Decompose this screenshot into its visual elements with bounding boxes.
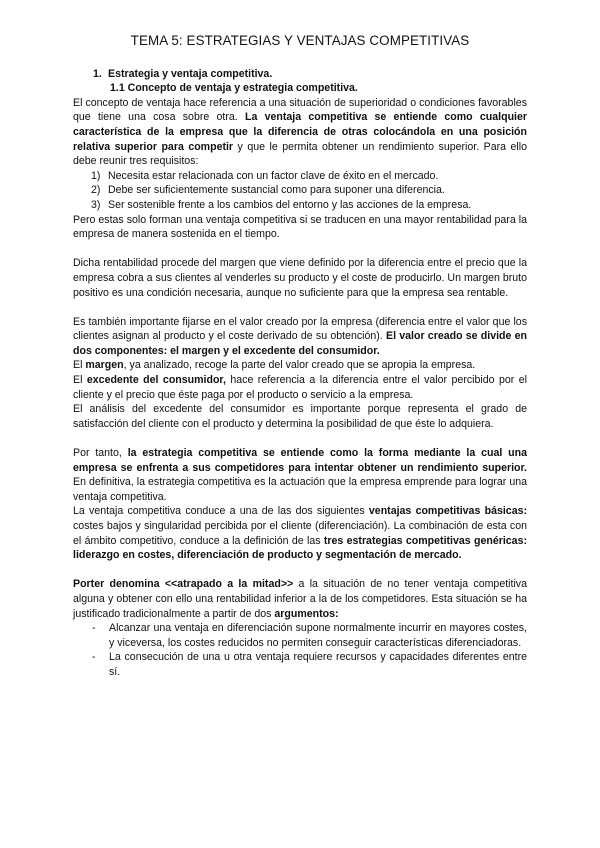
list-number: 1)	[91, 169, 101, 182]
text: En definitiva, la estrategia competitiva es la actuación que la empresa emprende para lograr una ventaja competitiva.	[73, 476, 527, 503]
bold-text: la estrategia competitiva se entiende como la forma mediante la cual una empresa se enfrenta a sus competidores para intentar obtener un rendimiento superior.	[73, 447, 527, 474]
list-item	[73, 650, 527, 679]
text: y que le permita obtener un rendimiento superior. Para ello debe reunir tres requisitos:	[73, 140, 527, 168]
list-text: Ser sostenible frente a los cambios del entorno y las acciones de la empresa.	[108, 198, 472, 211]
subsection-heading-1-1: 1.1 Concepto de ventaja y estrategia competitiva.	[110, 82, 358, 95]
list-text: La consecución de una u otra ventaja requiere recursos y capacidades diferentes entre sí.	[109, 651, 527, 678]
list-item	[91, 169, 527, 184]
list-dash: -	[92, 651, 96, 664]
list-text: Necesita estar relacionada con un factor clave de éxito en el mercado.	[108, 169, 439, 182]
paragraph-basic-advantages	[73, 504, 527, 562]
section-number: 1.	[93, 67, 102, 80]
arguments-list	[73, 621, 527, 679]
text: , ya analizado, recoge la parte del valor creado que se apropia la empresa.	[123, 359, 476, 372]
section-heading-1	[93, 67, 527, 82]
list-number: 3)	[91, 198, 101, 211]
paragraph-concept	[73, 96, 527, 169]
paragraph-porter	[73, 577, 527, 621]
paragraph-strategy	[73, 446, 527, 504]
text: hace referencia a la diferencia entre el valor percibido por el cliente y el precio que éste paga por el producto o servicio a la empresa.	[73, 374, 527, 401]
paragraph-consumer-surplus	[73, 373, 527, 402]
requirements-list	[73, 169, 527, 213]
list-item	[91, 198, 527, 213]
paragraph-profitability: Pero estas solo forman una ventaja competitiva si se traducen en una mayor rentabilidad para la empresa de manera sostenida en el tiempo.	[73, 213, 527, 241]
list-item	[91, 183, 527, 198]
text: El concepto de ventaja hace referencia a una situación de superioridad o condiciones favorables que tiene una cosa sobre otra.	[73, 96, 527, 124]
paragraph-margin: Dicha rentabilidad procede del margen que viene definido por la diferencia entre el precio que la empresa cobra a sus clientes al venderles su producto y el coste de producirlo. Un margen bruto positivo es una condición necesaria, aunque no suficiente para que la empresa sea rentable.	[73, 257, 527, 299]
text: costes bajos y singularidad percibida por el cliente (diferenciación). La combinación de esta con el ámbito competitivo, conduce a la definición de las	[73, 520, 527, 547]
section-label: Estrategia y ventaja competitiva.	[108, 67, 273, 80]
text: Por tanto,	[73, 447, 128, 460]
bold-text: ventajas competitivas básicas:	[368, 505, 528, 518]
bold-text: argumentos:	[274, 607, 339, 620]
document-title: TEMA 5: ESTRATEGIAS Y VENTAJAS COMPETITIVAS	[130, 33, 470, 48]
text: Es también importante fijarse en el valor creado por la empresa (diferencia entre el valor que los clientes asignan al producto y el coste derivado de su obtención).	[73, 315, 527, 343]
bold-text: El valor creado se divide en dos componentes: el margen y el excedente del consumidor.	[73, 330, 528, 357]
paragraph-surplus-analysis: El análisis del excedente del consumidor es importante porque representa el grado de satisfacción del cliente con el producto y determina la posibilidad de que éste lo adquiera.	[73, 403, 527, 430]
paragraph-value-created	[73, 315, 527, 359]
bold-text: La ventaja competitiva se entiende como cualquier característica de la empresa que la diferencia de otras colocándola en una posición relativa superior para competir	[73, 111, 527, 153]
text: a la situación de no tener ventaja competitiva alguna y obtener con ello una rentabilidad inferior a la de los competidores. Esta situación se ha justificado tradicionalmente a partir de dos	[73, 578, 527, 620]
text: El	[73, 359, 86, 372]
text: El	[73, 374, 87, 387]
list-item	[73, 621, 527, 650]
text: La ventaja competitiva conduce a una de las dos siguientes	[73, 505, 369, 518]
bold-text: tres estrategias competitivas genéricas: liderazgo en costes, diferenciación de producto y segmentación de mercado.	[73, 534, 527, 562]
bold-text: margen	[85, 359, 124, 372]
list-text: Alcanzar una ventaja en diferenciación supone normalmente incurrir en mayores costes, y viceversa, los costes reducidos no permiten conseguir características diferenciadoras.	[109, 622, 527, 649]
bold-text: excedente del consumidor,	[86, 374, 226, 387]
list-dash: -	[92, 622, 96, 635]
paragraph-margin-def	[73, 358, 527, 373]
list-text: Debe ser suficientemente sustancial como para suponer una diferencia.	[108, 184, 445, 197]
list-number: 2)	[91, 184, 101, 197]
bold-text: Porter denomina <<atrapado a la mitad>>	[73, 578, 294, 591]
